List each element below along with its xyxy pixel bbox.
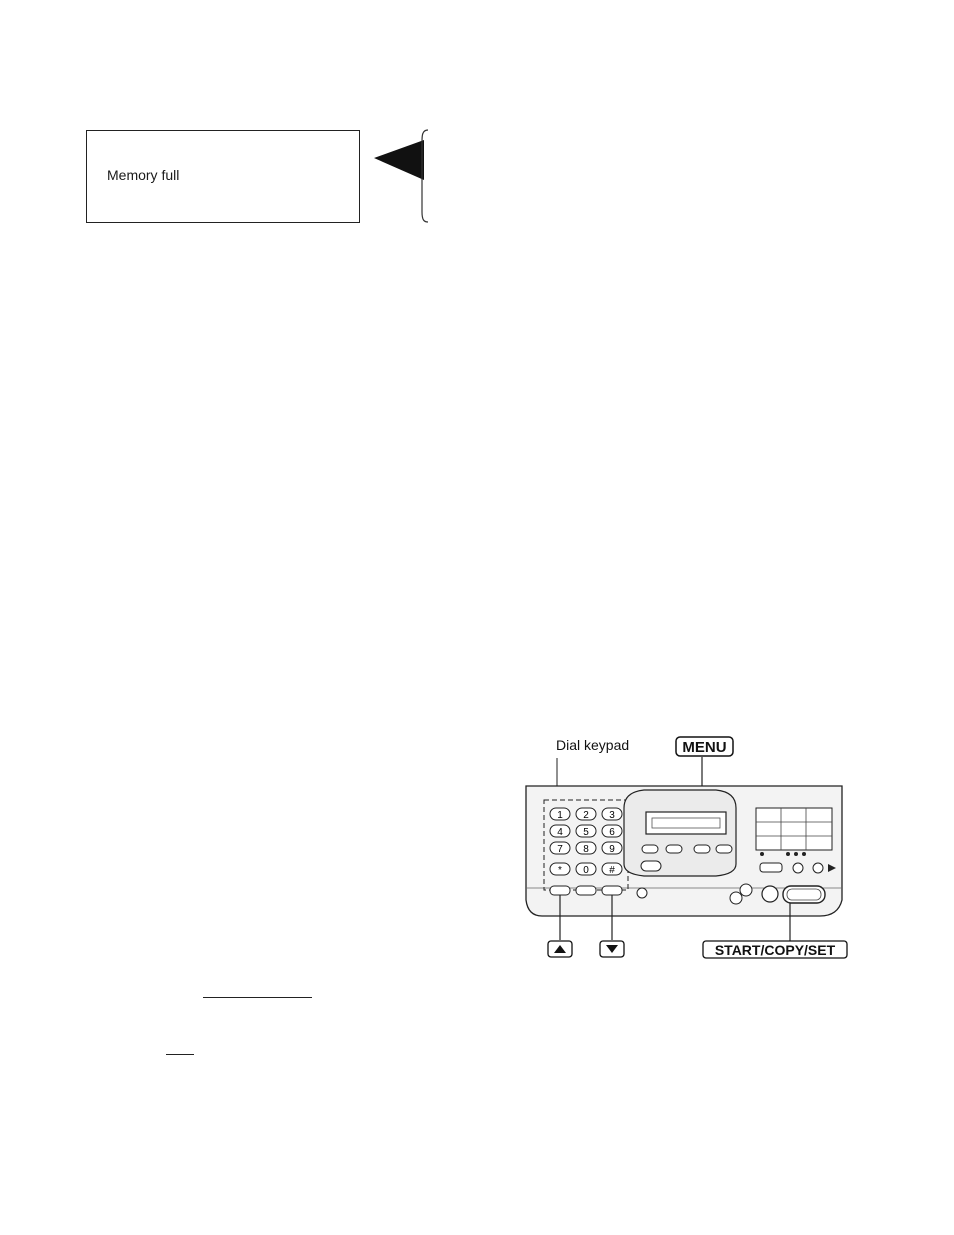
dial-keypad-label: Dial keypad (556, 737, 630, 753)
keypad-key-label: * (558, 865, 562, 876)
function-key[interactable] (716, 845, 732, 853)
keypad-key[interactable] (550, 808, 570, 821)
stop-key[interactable] (762, 886, 778, 902)
keypad-key-label: 4 (557, 827, 563, 838)
function-key[interactable] (666, 845, 682, 853)
keypad-key[interactable] (602, 808, 622, 821)
keypad-key[interactable] (602, 842, 622, 855)
keypad-key-label: 5 (583, 827, 589, 838)
panel-key[interactable] (793, 863, 803, 873)
volume-knob[interactable] (730, 892, 742, 904)
keypad-key[interactable] (602, 825, 622, 838)
menu-key[interactable] (694, 845, 710, 853)
keypad-key-label: 2 (583, 810, 589, 821)
panel-key[interactable] (760, 863, 782, 872)
keypad-key[interactable] (576, 808, 596, 821)
start-copy-set-label: START/COPY/SET (714, 942, 836, 958)
function-key[interactable] (642, 845, 658, 853)
indicator-lamp (637, 888, 647, 898)
function-key[interactable] (641, 861, 661, 871)
keypad-key[interactable] (576, 842, 596, 855)
menu-label: MENU (682, 739, 727, 756)
lcd-display-box (86, 130, 360, 223)
pointer-arrow-icon (372, 128, 432, 228)
display-message: Memory full (107, 167, 180, 183)
panel-key[interactable] (813, 863, 823, 873)
keypad-key-label: # (609, 865, 615, 876)
keypad-key-label: 3 (609, 810, 615, 821)
dial-keypad (550, 808, 622, 876)
keypad-key-label: 1 (557, 810, 563, 821)
keypad-key-label: 9 (609, 844, 615, 855)
down-key[interactable] (602, 886, 622, 895)
underline-rule (203, 997, 312, 998)
fax-control-panel-figure (520, 728, 850, 960)
start-copy-set-key[interactable] (783, 886, 825, 903)
keypad-key-label: 8 (583, 844, 589, 855)
middle-key[interactable] (576, 886, 596, 895)
keypad-key-label: 7 (557, 844, 563, 855)
up-key[interactable] (550, 886, 570, 895)
keypad-key-label: 0 (583, 865, 589, 876)
keypad-key-label: 6 (609, 827, 615, 838)
one-touch-panel (756, 808, 832, 850)
keypad-key[interactable] (602, 863, 622, 876)
volume-knob[interactable] (740, 884, 752, 896)
keypad-key[interactable] (550, 863, 570, 876)
lcd-window (646, 812, 726, 834)
keypad-key[interactable] (576, 825, 596, 838)
keypad-key[interactable] (576, 863, 596, 876)
keypad-key[interactable] (550, 825, 570, 838)
control-panel-drawing (520, 728, 850, 960)
underline-rule (166, 1054, 194, 1055)
keypad-key[interactable] (550, 842, 570, 855)
